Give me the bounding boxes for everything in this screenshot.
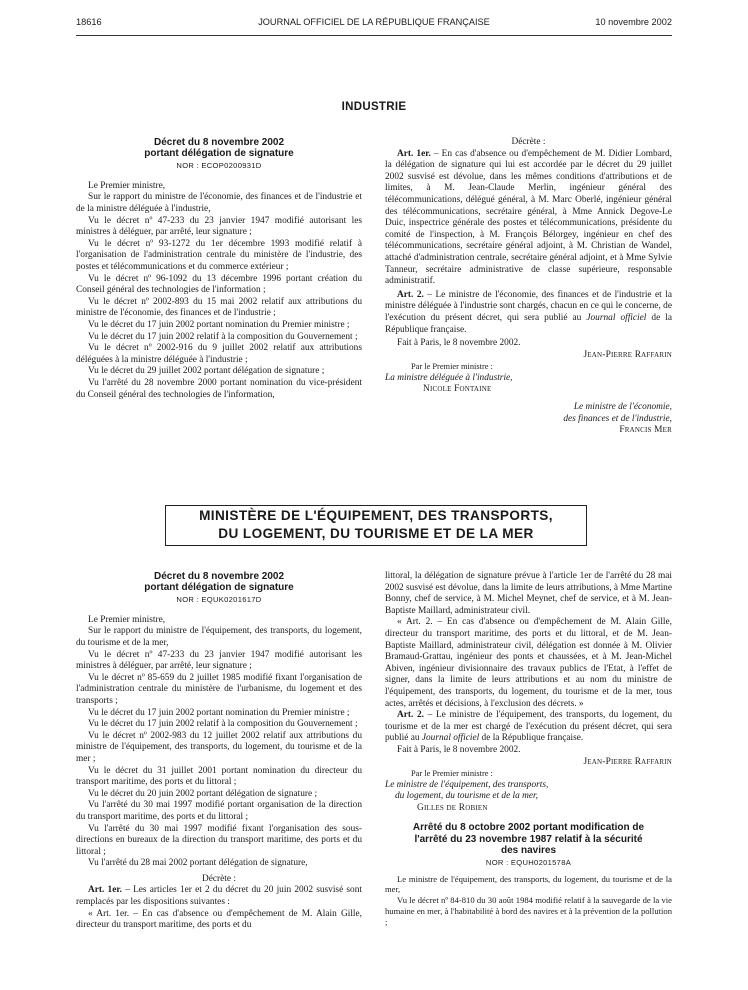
decree2-signatory: Jean-Pierre Raffarin <box>583 756 672 767</box>
arrete-nor: NOR : EQUH0201578A <box>485 857 572 867</box>
decree2-para: Vu le décret du 31 juillet 2001 portant nomination du directeur du transport maritime, des ports et du littoral ; <box>76 765 362 788</box>
decree2-article-2: Art. 2. – Le ministre de l'équipement, des transports, du logement, du tourisme et de la mer est chargé de l'exécution du présent décret, qui sera publié au Journal officiel de la République française. <box>385 710 673 744</box>
decree2-right-column <box>385 571 672 928</box>
decree2-minister-title: Le ministre de l'équipement, des transports, <box>385 779 549 790</box>
arrete-para: Vu le décret nº 84-810 du 30 août 1984 modifié relatif à la sauvegarde de la vie humaine en mer, à l'habitabilité à bord des navires et à la prévention de la pollution ; <box>385 895 672 927</box>
decree2-quote-article-1: « Art. 1er. – En cas d'absence ou d'empêchement de M. Alain Gille, directeur du transport maritime, des ports et du <box>76 908 362 931</box>
decree2-para: Vu le décret du 17 juin 2002 portant nomination du Premier ministre ; <box>88 707 350 718</box>
decree1-para: Sur le rapport du ministre de l'économie, des finances et de l'industrie et de la ministre déléguée à l'industrie, <box>76 192 362 214</box>
decree1-title: Décret du 8 novembre 2002 portant délégation de signature <box>144 137 294 160</box>
section-title: INDUSTRIE <box>341 101 407 113</box>
decree1-para: Vu le décret du 17 juin 2002 portant nomination du Premier ministre ; <box>88 319 350 330</box>
arrete-title: Arrêté du 8 octobre 2002 portant modification de l'arrêté du 23 novembre 1987 relatif à la sécurité des navires <box>412 822 645 857</box>
issue-date: 10 novembre 2002 <box>595 17 672 27</box>
decree2-decrete: Décrète : <box>202 873 236 884</box>
decree1-delegate-name: Nicole Fontaine <box>423 384 492 395</box>
decree1-para: Vu le décret nº 47-233 du 23 janvier 1947 modifié autorisant les ministres à déléguer, par arrêté, leur signature ; <box>76 215 362 238</box>
decree1-nor: NOR : ECOP0200931D <box>176 160 262 170</box>
decree2-continuation: littoral, la délégation de signature prévue à l'article 1er de l'arrêté du 28 mai 2002 susvisé est dévolue, dans la limite de leurs attributions, à Mme Martine Bonny, chef de service, à M. Michel Meynet, chef de service, et à M. Jean-Baptiste Maillard, administrateur civil. <box>385 571 673 616</box>
header-rule <box>76 35 672 36</box>
decree1-right-column <box>385 137 672 437</box>
decree2-minister-name: Gilles de Robien <box>417 802 488 813</box>
decree2-quote-article-2: « Art. 2. – En cas d'absence ou d'empêchement de M. Alain Gille, directeur du transport maritime, des ports et du littoral, et de M. Jean-Baptiste Maillard, administrateur civil, délégation est donnée à M. Olivier Bramaud-Grattau, ingénieur des ponts et chaussées, et à M. Jean-Michel Abiven, ingénieur divisionnaire des travaux publics de l'Etat, à l'effet de signer, dans la limite de leurs attributions et au nom du ministre de l'équipement, des transports, du logement, du tourisme et de la mer, tous actes, arrêtés et décisions, à l'exclusion des décrets. » <box>385 617 672 709</box>
decree1-econ-title: des finances et de l'industrie, <box>563 413 672 424</box>
running-header <box>76 17 672 31</box>
decree2-para: Vu l'arrêté du 28 mai 2002 portant délégation de signature, <box>88 858 308 869</box>
decree1-econ-title: Le ministre de l'économie, <box>573 402 672 413</box>
ministry-heading-line: MINISTÈRE DE L'ÉQUIPEMENT, DES TRANSPORTS, <box>199 508 553 523</box>
journal-title: JOURNAL OFFICIEL DE LA RÉPUBLIQUE FRANÇAISE <box>258 17 490 27</box>
decree2-article-1: Art. 1er. – Les articles 1er et 2 du décret du 20 juin 2002 susvisé sont remplacés par les dispositions suivantes : <box>76 885 362 908</box>
decree1-done-at: Fait à Paris, le 8 novembre 2002. <box>397 338 521 349</box>
decree1-article-2: Art. 2. – Le ministre de l'économie, des finances et de l'industrie et la ministre déléguée à l'industrie sont chargés, chacun en ce qui le concerne, de l'exécution du présent décret, qui sera publié au Journal officiel de la République française. <box>385 289 672 335</box>
ministry-heading-line: DU LOGEMENT, DU TOURISME ET DE LA MER <box>218 526 534 541</box>
decree1-decrete: Décrète : <box>511 137 546 147</box>
decree1-para: Le Premier ministre, <box>88 180 166 191</box>
decree1-delegate-title: La ministre déléguée à l'industrie, <box>385 372 513 383</box>
decree2-para: Sur le rapport du ministre de l'équipement, des transports, du logement, du tourisme et de la mer, <box>76 626 362 648</box>
decree1-para: Vu le décret nº 2002-893 du 15 mai 2002 relatif aux attributions du ministre de l'économie, des finances et de l'industrie ; <box>76 296 362 319</box>
decree1-econ-name: Francis Mer <box>619 425 672 436</box>
decree2-para: Vu l'arrêté du 30 mai 1997 modifié portant organisation de la direction du transport maritime, des ports et du littoral ; <box>76 800 362 822</box>
decree2-para: Le Premier ministre, <box>88 614 166 625</box>
decree2-done-at: Fait à Paris, le 8 novembre 2002. <box>397 744 521 755</box>
decree1-para: Vu le décret du 17 juin 2002 relatif à la composition du Gouvernement ; <box>88 331 358 342</box>
arrete-para: Le ministre de l'équipement, des transports, du logement, du tourisme et de la mer, <box>385 873 672 895</box>
decree2-para: Vu le décret du 20 juin 2002 portant délégation de signature ; <box>88 788 318 799</box>
decree1-left-column <box>76 137 362 401</box>
decree2-by-pm: Par le Premier ministre : <box>411 769 493 779</box>
decree2-para: Vu l'arrêté du 30 mai 1997 modifié fixant l'organisation des sous-directions en bureaux de la direction du transport maritime, des ports et du littoral ; <box>76 823 362 857</box>
decree1-by-pm: Par le Premier ministre : <box>411 362 493 372</box>
decree1-para: Vu le décret nº 2002-916 du 9 juillet 2002 relatif aux attributions déléguées à la ministre déléguée à l'industrie ; <box>76 343 362 365</box>
decree2-title: Décret du 8 novembre 2002 portant délégation de signature <box>144 571 294 594</box>
decree1-para: Vu le décret nº 93-1272 du 1er décembre 1993 modifié relatif à l'organisation de l'administration centrale du ministère de l'industrie, des postes et télécommunications et du commerce extérieur ; <box>76 238 362 272</box>
decree1-para: Vu l'arrêté du 28 novembre 2000 portant nomination du vice-président du Conseil général des technologies de l'information, <box>76 377 362 400</box>
decree2-minister-title: du logement, du tourisme et de la mer, <box>395 791 538 802</box>
decree2-para: Vu le décret nº 2002-983 du 12 juillet 2002 relatif aux attributions du ministre de l'équipement, des transports, du logement, du tourisme et de la mer ; <box>76 730 362 764</box>
ministry-heading-box <box>165 505 587 546</box>
decree2-left-column <box>76 571 362 932</box>
decree1-article-1: Art. 1er. – En cas d'absence ou d'empêchement de M. Didier Lombard, la délégation de signature qui lui est accordée par le décret du 29 juillet 2002 susvisé est dévolue, dans les mêmes conditions d'attributions et de limites, à M. Jean-Claude Merlin, ingénieur général des télécommunications, délégué général, à M. Marc Oberlé, ingénieur général des télécommunications, secrétaire général, à Mme Annick Degove-Le Duic, inspectrice générale des postes et télécommunications, présidente du comité de l'inspection, à M. François Bélorgey, ingénieur en chef des télécommunications, secrétaire général adjoint, à M. Christian de Wandel, attaché d'administration centrale, secrétaire général adjoint, et à Mme Sylvie Tanneur, secrétaire administrative de classe supérieure, responsable administratif. <box>385 148 672 287</box>
decree2-para: Vu le décret nº 47-233 du 23 janvier 1947 modifié autorisant les ministres à déléguer, par arrêté, leur signature ; <box>76 649 362 672</box>
decree1-para: Vu le décret du 29 juillet 2002 portant délégation de signature ; <box>88 366 325 377</box>
decree2-para: Vu le décret nº 85-659 du 2 juillet 1985 modifié fixant l'organisation de l'administration centrale du ministère de l'urbanisme, du logement et des transports ; <box>76 672 362 706</box>
decree2-nor: NOR : EQUK0201617D <box>176 594 262 604</box>
decree1-para: Vu le décret nº 96-1092 du 13 décembre 1996 portant création du Conseil général des technologies de l'information ; <box>76 273 362 296</box>
page-number: 18616 <box>76 17 102 27</box>
decree2-para: Vu le décret du 17 juin 2002 relatif à la composition du Gouvernement ; <box>88 719 358 730</box>
decree1-signatory: Jean-Pierre Raffarin <box>583 349 672 360</box>
